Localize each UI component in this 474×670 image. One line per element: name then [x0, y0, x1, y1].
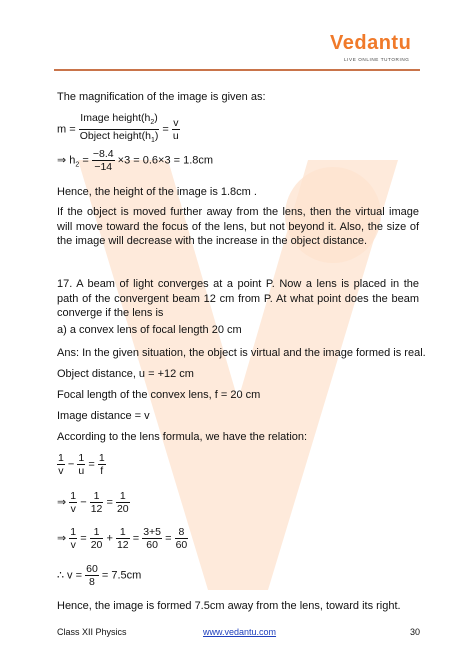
magnification-intro: The magnification of the image is given as:	[57, 91, 266, 103]
header	[0, 0, 474, 80]
question-17: 17. A beam of light converges at a point P. Now a lens is placed in the path of the convergent beam 12 cm from P. At what point does the beam converge if the lens is	[57, 278, 419, 319]
height-result: Hence, the height of the image is 1.8cm .	[57, 186, 257, 198]
logo-tagline: LIVE ONLINE TUTORING	[344, 57, 410, 62]
footer-class-label: Class XII Physics	[57, 627, 127, 637]
header-rule	[54, 69, 420, 71]
object-moved-paragraph: If the object is moved further away from the lens, then the virtual image will move toward the focus of the lens, but not beyond it. Also, the size of the image will decrease with the increase in the object distance.	[57, 206, 419, 247]
focal-length: Focal length of the convex lens, f = 20 cm	[57, 389, 261, 401]
image-distance: Image distance = v	[57, 410, 150, 422]
footer-website-link[interactable]: www.vedantu.com	[203, 627, 277, 637]
final-answer: Hence, the image is formed 7.5cm away from the lens, toward its right.	[57, 600, 401, 612]
vedantu-logo: Vedantu	[330, 32, 412, 54]
lens-solve: ⇒ $\frac{1}{v}$ = $\frac{1}{20}$ + $\frac{1}{12}$ = $\frac{3+5}{60}$ = $\frac{8}{60}$	[57, 526, 188, 551]
lens-formula-intro: According to the lens formula, we have the relation:	[57, 431, 308, 443]
page-number: 30	[410, 627, 421, 637]
magnification-equation: m = $\frac{Image height(h_2)}{Object height(h_1)}$ = $\frac{v}{u}$	[57, 112, 179, 145]
h2-equation: ⇒ $h_2$ = $\frac{-8.4}{-14}$ ×3 = 0.6×3 = 1.8cm	[57, 148, 214, 173]
v-result: ∴ v = $\frac{60}{8}$ = 7.5cm	[57, 563, 142, 588]
lens-substitution: ⇒ $\frac{1}{v}$ − $\frac{1}{12}$ = $\frac{1}{20}$	[57, 490, 129, 515]
answer-line: Ans: In the given situation, the object is virtual and the image formed is real.	[57, 347, 426, 359]
object-distance: Object distance, u = +12 cm	[57, 368, 194, 380]
lens-formula: $\frac{1}{v}$ − $\frac{1}{u}$ = $\frac{1}{f}$	[58, 452, 105, 477]
question-17a: a) a convex lens of focal length 20 cm	[57, 324, 242, 336]
footer	[0, 618, 474, 648]
